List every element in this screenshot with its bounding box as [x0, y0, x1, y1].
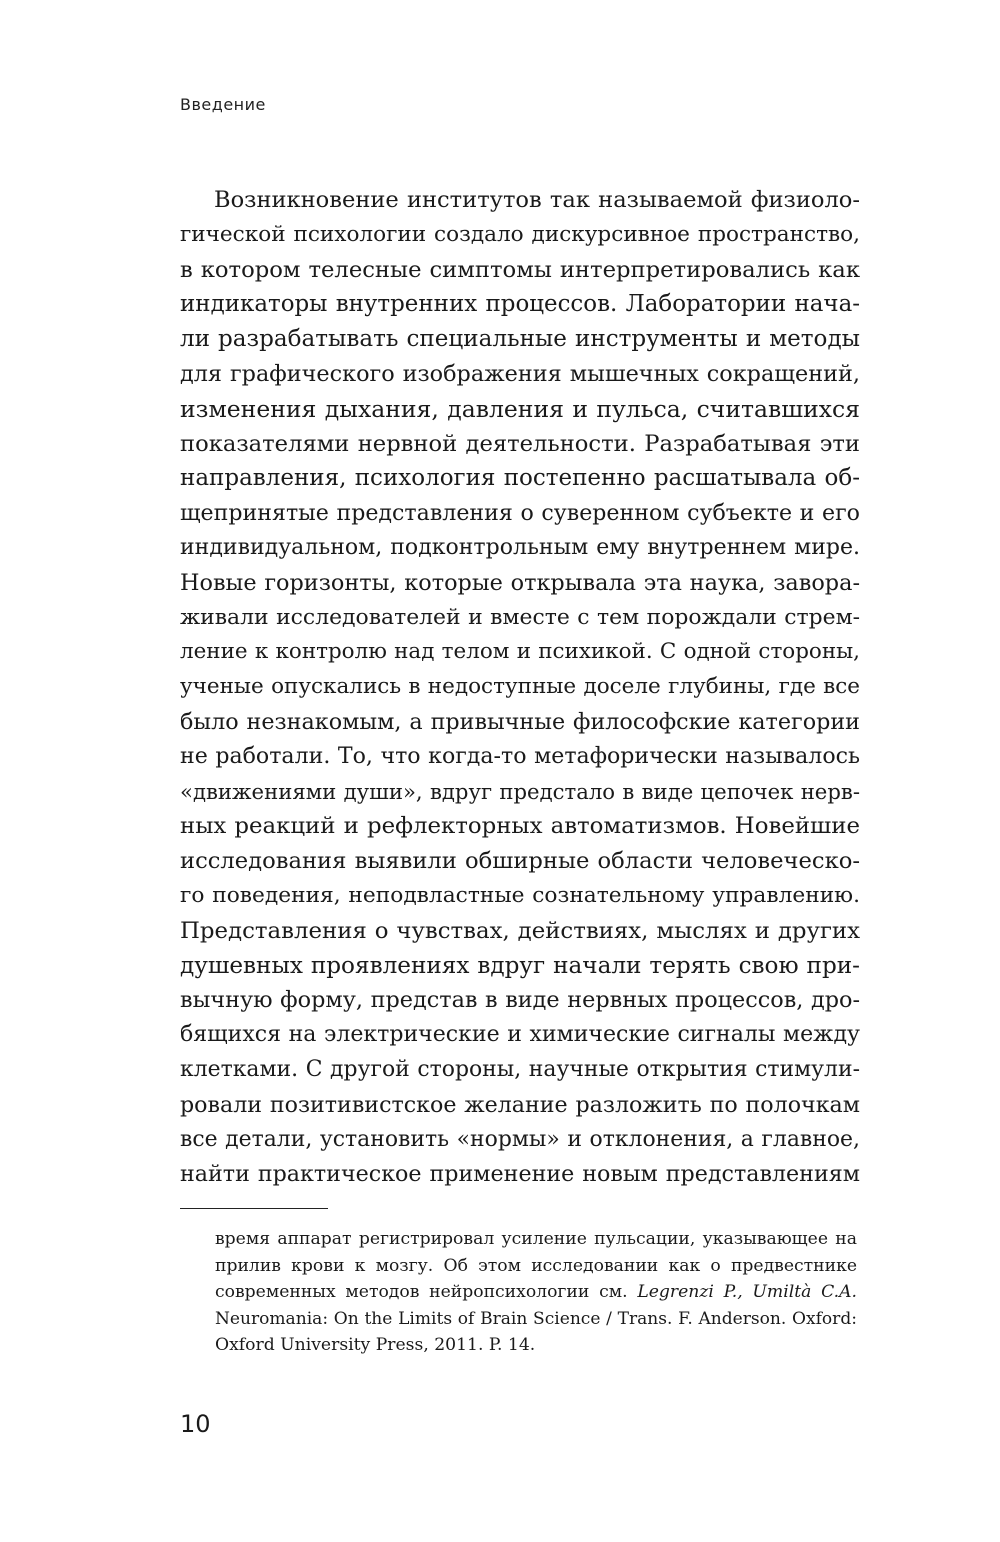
footnote-line: Oxford University Press, 2011. P. 14.	[215, 1335, 536, 1355]
body-line: Возникновение институтов так называемой физиоло-	[214, 187, 860, 213]
body-line: ровали позитивистское желание разложить по полочкам	[180, 1091, 860, 1118]
body-line: найти практическое применение новым представлениям	[180, 1161, 860, 1188]
body-line: изменения дыхания, давления и пульса, считавшихся	[180, 394, 860, 423]
body-line: клетками. С другой стороны, научные открытия стимули-	[180, 1056, 860, 1082]
footnote-line	[215, 1279, 857, 1306]
body-line: направления, психология постепенно расшатывала об-	[180, 465, 860, 492]
body-line: бящихся на электрические и химические сигналы между	[180, 1022, 860, 1048]
body-line: ученые опускались в недоступные доселе глубины, где все	[180, 674, 860, 700]
body-line: для графического изображения мышечных сокращений,	[180, 360, 860, 387]
body-line: исследования выявили обширные области человеческо-	[180, 848, 860, 875]
body-paragraph	[180, 183, 860, 1192]
body-line: гической психологии создало дискурсивное пространство,	[180, 221, 860, 247]
footnote-divider	[180, 1208, 328, 1209]
body-line: ление к контролю над телом и психикой. С одной стороны,	[180, 639, 860, 665]
footnote-line: время аппарат регистрировал усиление пульсации, указывающее на	[215, 1229, 857, 1249]
body-line: го поведения, неподвластные сознательному управлению.	[180, 882, 860, 908]
body-line: «движениями души», вдруг предстало в виде цепочек нерв-	[180, 778, 860, 804]
footnote-line: Neuromania: On the Limits of Brain Science / Trans. F. Anderson. Oxford:	[215, 1308, 857, 1329]
page-number: 10	[180, 1410, 211, 1438]
body-line: Представления о чувствах, действиях, мыслях и других	[180, 917, 860, 944]
body-line: в котором телесные симптомы интерпретировались как	[180, 256, 860, 283]
body-line: все детали, установить «нормы» и отклонения, а главное,	[180, 1126, 860, 1152]
body-line: индикаторы внутренних процессов. Лаборатории нача-	[180, 291, 860, 318]
body-line: Новые горизонты, которые открывала эта наука, завора-	[180, 569, 860, 596]
footnote-text: современных методов нейропсихологии см.	[215, 1282, 638, 1302]
body-line: живали исследователей и вместе с тем порождали стрем-	[180, 604, 860, 630]
footnote-authors: Legrenzi P., Umiltà C.A.	[637, 1282, 857, 1302]
body-line: душевных проявлениях вдруг начали терять свою при-	[180, 952, 860, 979]
body-line: вычную форму, представ в виде нервных процессов, дро-	[180, 987, 860, 1014]
body-line: было незнакомым, а привычные философские категории	[180, 708, 860, 735]
footnote-line: прилив крови к мозгу. Об этом исследовании как о предвестнике	[215, 1255, 857, 1276]
body-line: индивидуальном, подконтрольным ему внутреннем мире.	[180, 534, 860, 560]
body-line: показателями нервной деятельности. Разрабатывая эти	[180, 430, 860, 457]
body-line: ных реакций и рефлекторных автоматизмов. Новейшие	[180, 813, 860, 840]
footnote	[215, 1226, 857, 1359]
body-line: не работали. То, что когда-то метафорически называлось	[180, 743, 860, 769]
body-line: щепринятые представления о суверенном субъекте и его	[180, 500, 860, 527]
running-head: Введение	[180, 95, 266, 114]
body-line: ли разрабатывать специальные инструменты и методы	[180, 326, 860, 353]
